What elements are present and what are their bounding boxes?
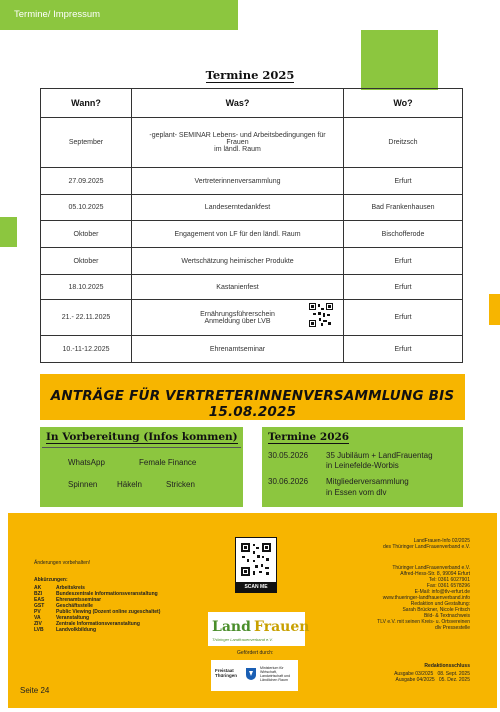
cell-when: September [41,118,132,168]
cell-where: Bad Frankenhausen [344,195,463,221]
imprint-line: Thüringer LandFrauenverband e.V. [392,565,470,571]
cell-what [132,300,344,336]
cell-what-line: Vertreterinnenversammlung [194,177,281,185]
cell-what-line: Landeserntedankfest [204,204,271,211]
prep-item: WhatsApp [68,458,105,467]
preparation-box [40,427,243,507]
imprint-line: Bild- & Textnachweis [423,613,470,619]
page-title: Termine 2025 [205,68,295,82]
landfrauen-logo: Land Frauen Thüringer Landfrauenverband e.V. [208,612,305,646]
prep-item: Female Finance [139,458,197,467]
issue-date: 08. Sept. 2025 [437,671,470,677]
cell-what-line: Ernährungsführerschein [200,310,275,318]
coat-of-arms-icon [246,668,256,680]
table-row [41,195,463,221]
imprint-line: www.thueringer-landfrauenverband.info [382,595,470,601]
cell-what-line: Kastanienfest [216,283,259,291]
abbr-key: LVB [34,627,44,633]
cell-what [132,221,344,248]
issue-row [394,677,470,683]
termine-2026-box [262,427,463,507]
abbr-key: EAS [34,597,45,603]
issue-label: Ausgabe 03/2025 [394,671,434,677]
cell-what-line: im ländl. Raum [214,146,261,153]
imprint-line: Sarah Brückner, Nicole Fritsch [402,607,470,613]
cell-where: Erfurt [344,168,463,195]
cell-what-line: Frauen [226,139,249,146]
cell-when: Oktober [41,248,132,275]
abbr-value: Geschäftsstelle [56,603,93,609]
abbr-key: AK [34,585,42,591]
cell-what-line: Ehrenamtseminar [209,345,266,353]
abbr-value: Landvolkbildung [56,627,96,633]
issue-dates [394,671,470,683]
imprint-line: Alfred-Hess-Str. 8, 99094 Erfurt [400,571,470,577]
cell-when: 10.-11-12.2025 [41,336,132,363]
imprint-line: Tel: 0361 6027901 [428,577,470,583]
imprint-line: Fax: 0361 6578296 [426,583,470,589]
issue-label: Ausgabe 04/2025 [395,677,435,683]
cell-when: 18.10.2025 [41,275,132,300]
table-row [41,248,463,275]
col-where: Wo? [344,89,463,118]
table-row [41,221,463,248]
issue-date: 05. Dez. 2025 [438,677,470,683]
abbr-value: Ehrenamtsseminar [56,597,102,603]
divider [42,447,241,448]
abbr-title: Abkürzungen: [34,577,68,583]
qr-code-icon[interactable] [309,303,333,327]
deadline-title: Redaktionsschluss [424,663,470,669]
prep-item: Stricken [166,480,195,489]
info-block [383,538,470,550]
header-bar [0,0,238,30]
cell-what-line: Anmeldung über LVB [204,317,271,325]
cell-what [132,336,344,363]
cell-where: Erfurt [344,275,463,300]
table-row [41,118,463,168]
imprint-line: dlv Pressestelle [434,625,470,631]
abbr-key: ZIV [34,621,42,627]
cell-what [132,248,344,275]
cell-where: Dreitzsch [344,118,463,168]
cell-when: 05.10.2025 [41,195,132,221]
thueringen-logo: Freistaat Thüringen Ministerium für Wirtschaft, Landwirtschaft und Ländlichen Raum [211,660,298,691]
side-accent-orange [489,294,500,325]
table-row [41,300,463,336]
scan-me-label: SCAN ME [236,582,276,592]
header-label: Termine/ Impressum [14,9,101,20]
col-when: Wann? [41,89,132,118]
abbr-value: Zentrale Informationsveranstaltung [56,621,140,627]
prep-item: Häkeln [117,480,142,489]
abbr-key: GST [34,603,45,609]
imprint-line: TLV e.V. mit seinen Kreis- u. Ortsvereinen [377,619,470,625]
table-row [41,275,463,300]
termine-2026-heading: Termine 2026 [268,431,350,443]
funding-label: Gefördert durch: [237,650,274,656]
abbr-value: Public Viewing (Dozent online zugeschaltet) [56,609,161,615]
cell-what-line: Wertschätzung heimischer Produkte [181,257,294,265]
table-row [41,168,463,195]
abbreviation-list [34,585,160,633]
cell-where: Erfurt [344,336,463,363]
events-table [40,88,463,363]
qr-code[interactable] [235,537,277,593]
cell-when: 27.09.2025 [41,168,132,195]
deadline-banner: ANTRÄGE FÜR VERTRETERINNENVERSAMMLUNG BIS 15.08.2025 [40,374,465,420]
table-header-row [41,89,463,118]
cell-what-line: -geplant- SEMINAR Lebens- und Arbeitsbedingungen für [149,132,326,139]
imprint-line: Redaktion und Gestaltung: [410,601,470,607]
cell-what-line: Engagement von LF für den ländl. Raum [174,230,301,238]
side-accent-green [0,217,17,247]
changes-note: Änderungen vorbehalten! [34,560,91,566]
imprint-line: LandFrauen-Info 02/2025 [413,538,470,544]
cell-when: 21.- 22.11.2025 [41,300,132,336]
col-what: Was? [132,89,344,118]
cell-where: Erfurt [344,300,463,336]
page-number: Seite 24 [20,686,50,695]
event-text: in Leinefelde-Worbis [326,461,399,470]
abbr-value: Arbeitskreis [56,585,85,591]
abbr-value: Veranstaltung [56,615,90,621]
event-text: Mitgliederversammlung [326,477,409,486]
cell-where: Bischofferode [344,221,463,248]
preparation-heading: In Vorbereitung (Infos kommen) [46,431,238,443]
event-date: 30.05.2026 [268,451,309,460]
cell-when: Oktober [41,221,132,248]
abbr-key: PV [34,609,41,615]
table-row [41,336,463,363]
abbr-value: Bundeszentrale Informationsveranstaltung [56,591,158,597]
imprint-line: E-Mail: info@tlv-erfurt.de [414,589,470,595]
cell-what [132,195,344,221]
imprint-line: des Thüringer LandFrauenverband e.V. [382,544,470,550]
event-text: in Essen vom dlv [326,488,387,497]
qr-code-icon [236,538,276,582]
abbr-row [34,627,160,633]
cell-what [132,118,344,168]
cell-where: Erfurt [344,248,463,275]
cell-what [132,275,344,300]
abbr-key: BZI [34,591,43,597]
cell-what [132,168,344,195]
event-text: 35 Jubiläum + LandFrauentag [326,451,433,460]
address-block [377,565,470,631]
prep-item: Spinnen [68,480,98,489]
event-date: 30.06.2026 [268,477,309,486]
abbr-key: VA [34,615,41,621]
